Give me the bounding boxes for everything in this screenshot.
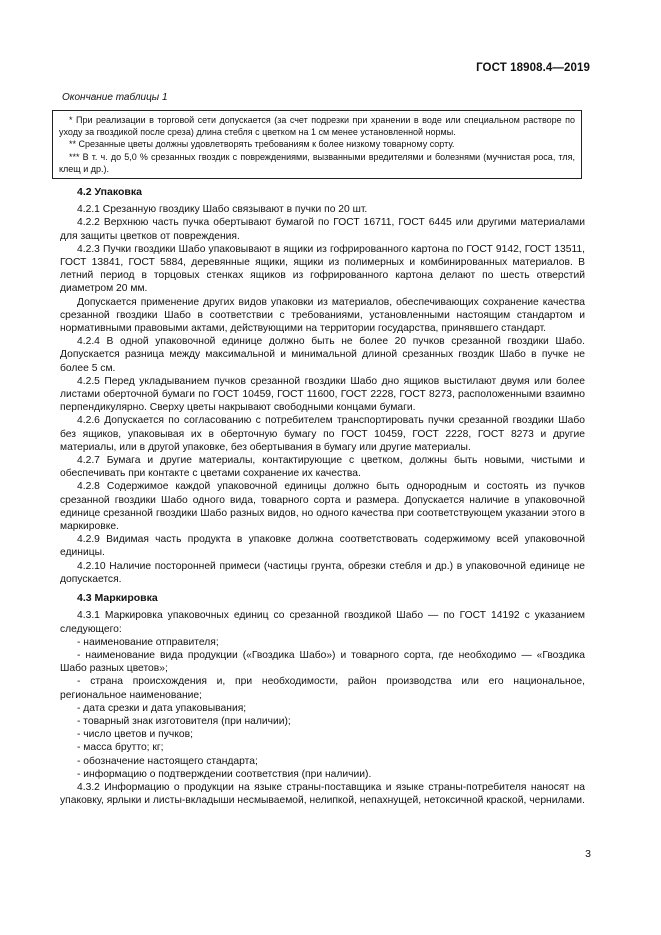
table-notes-box <box>52 110 582 179</box>
list-item: - страна происхождения и, при необходимости, район производства или его национальное, региональное наименование; <box>60 676 585 701</box>
paragraph: 4.2.6 Допускается по согласованию с потребителем транспортировать пучки срезанной гвоздики Шабо без ящиков, упаковывая их в оберточную бумагу по ГОСТ 10459, ГОСТ 2228, ГОСТ 8273 и другие материалы, или в другой упаковке, без обертывания в бумагу или другие материалы. <box>60 415 585 453</box>
paragraph: 4.2.4 В одной упаковочной единице должно быть не более 20 пучков срезанной гвоздики Шабо. Допускается разница между максимальной и минимальной длиной срезанных гвоздик Шабо в пучке не более 5 см. <box>60 336 585 374</box>
paragraph: 4.2.2 Верхнюю часть пучка обертывают бумагой по ГОСТ 16711, ГОСТ 6445 или другими материалами для защиты цветков от повреждения. <box>60 217 585 242</box>
list-item: - дата срезки и дата упаковывания; <box>77 702 247 714</box>
paragraph: 4.3.1 Маркировка упаковочных единиц со срезанной гвоздикой Шабо — по ГОСТ 14192 с указанием следующего: <box>60 610 585 635</box>
page-number: 3 <box>585 848 591 860</box>
section-heading: 4.3 Маркировка <box>77 592 158 605</box>
paragraph: 4.3.2 Информацию о продукции на языке страны-поставщика и языке страны-потребителя наносят на упаковку, ярлыки и листы-вкладыши несмываемой, нелипкой, непахнущей, нетоксичной краской, чернилами. <box>60 781 585 807</box>
paragraph: Допускается применение других видов упаковки из материалов, обеспечивающих сохранение качества срезанной гвоздики Шабо в соответствии с требованиями, установленными настоящим стандартом и нормативными правовыми актами, действующими на территории государства, принявшего стандарт. <box>60 296 585 335</box>
table-note: * При реализации в торговой сети допускается (за счет подрезки при хранении в воде или специальном растворе по уходу за гвоздикой после среза) длина стебля с цветком на 1 см менее установленной нормы. <box>59 115 575 138</box>
table-caption: Окончание таблицы 1 <box>62 92 168 103</box>
list-item: - информацию о подтверждении соответствия (при наличии). <box>77 768 372 780</box>
paragraph: 4.2.5 Перед укладыванием пучков срезанной гвоздики Шабо дно ящиков выстилают двумя или более листами оберточной бумаги по ГОСТ 10459, ГОСТ 11600, ГОСТ 2228, ГОСТ 8273, расположенными взаимно перпендикулярно. Сверху цветы накрывают свободными концами бумаги. <box>60 375 585 414</box>
page-header: ГОСТ 18908.4—2019 <box>476 62 590 74</box>
table-note: *** В т. ч. до 5,0 % срезанных гвоздик с повреждениями, вызванными вредителями и болезнями (мучнистая роса, тля, клещ и др.). <box>59 151 575 174</box>
paragraph: 4.2.3 Пучки гвоздики Шабо упаковывают в ящики из гофрированного картона по ГОСТ 9142, ГОСТ 13511, ГОСТ 13841, ГОСТ 5884, деревянные ящики, ящики из полимерных и комбинированных материалов. В летний период в торцовых стенках ящиков из гофрированного картона делают по шесть отверстий диаметром 20 мм. <box>60 243 585 295</box>
paragraph: 4.2.1 Срезанную гвоздику Шабо связывают в пучки по 20 шт. <box>77 204 368 216</box>
list-item: - масса брутто; кг; <box>77 742 164 754</box>
list-item: - обозначение настоящего стандарта; <box>77 755 258 767</box>
section-heading: 4.2 Упаковка <box>77 186 142 198</box>
paragraph: 4.2.10 Наличие посторонней примеси (частицы грунта, обрезки стебля и др.) в упаковочной единице не допускается. <box>60 560 585 585</box>
list-item: - число цветов и пучков; <box>77 729 193 741</box>
table-note: ** Срезанные цветы должны удовлетворять требованиям к более низкому товарному сорту. <box>69 139 455 150</box>
list-item: - наименование отправителя; <box>77 636 219 648</box>
paragraph: 4.2.8 Содержимое каждой упаковочной единицы должно быть однородным и состоять из пучков срезанной гвоздики Шабо одного вида, товарного сорта и размера. Допускается наличие в упаковочной единице срезанной гвоздики Шабо разных видов, но одного качества при соответствующем указании этого в маркировке. <box>60 481 585 533</box>
paragraph: 4.2.7 Бумага и другие материалы, контактирующие с цветком, должны быть новыми, чистыми и обеспечивать при контакте с цветами сохранение их качества. <box>60 455 585 480</box>
paragraph: 4.2.9 Видимая часть продукта в упаковке должна соответствовать содержимому всей упаковочной единицы. <box>60 534 585 559</box>
document-body <box>60 186 585 807</box>
list-item: - товарный знак изготовителя (при наличии); <box>77 715 291 727</box>
list-item: - наименование вида продукции («Гвоздика Шабо») и товарного сорта, где необходимо — «Гвоздика Шабо разных цветов»; <box>60 649 585 675</box>
